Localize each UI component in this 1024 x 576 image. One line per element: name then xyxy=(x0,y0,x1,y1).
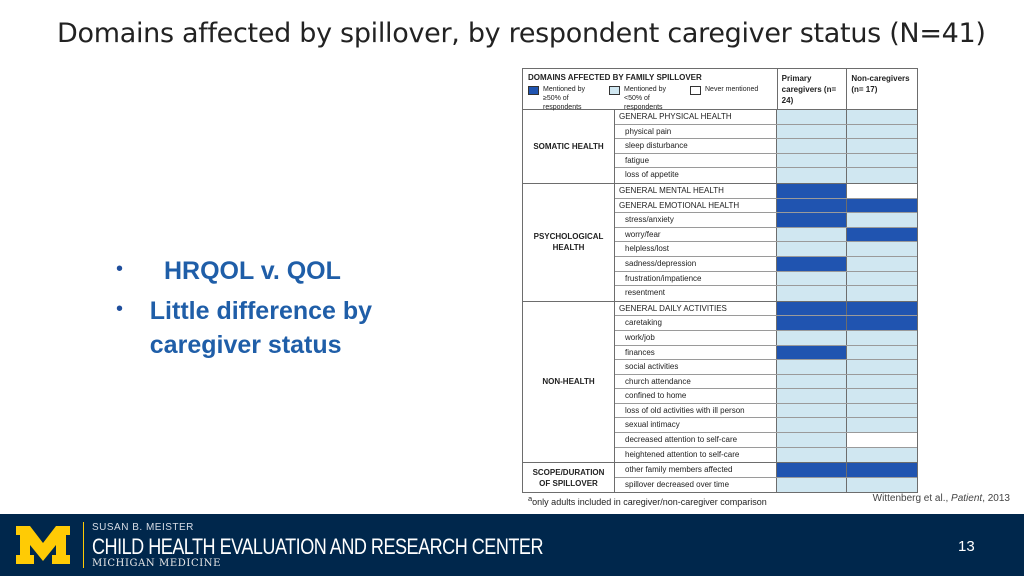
cell-primary-low xyxy=(777,168,847,183)
column-header-non-caregivers: Non-caregivers (n= 17) xyxy=(851,74,910,94)
org-name-parent: MICHIGAN MEDICINE xyxy=(92,558,222,569)
cell-primary-low xyxy=(777,404,847,418)
table-footnote xyxy=(528,494,767,507)
cell-primary-low xyxy=(777,228,847,242)
cell-non-low xyxy=(847,242,917,256)
table-group xyxy=(523,110,917,184)
table-row xyxy=(615,360,917,375)
row-label: frustration/impatience xyxy=(615,272,777,286)
page-number: 13 xyxy=(958,538,975,555)
table-row xyxy=(615,404,917,419)
cell-primary-high xyxy=(777,463,847,477)
table-header-title: DOMAINS AFFECTED BY FAMILY SPILLOVER xyxy=(528,73,702,82)
row-label: social activities xyxy=(615,360,777,374)
cell-non-low xyxy=(847,360,917,374)
cell-non-low xyxy=(847,375,917,389)
row-label: confined to home xyxy=(615,389,777,403)
legend-swatch-never xyxy=(690,86,701,95)
cell-non-high xyxy=(847,316,917,330)
table-group xyxy=(523,184,917,302)
cell-non-low xyxy=(847,110,917,124)
table-row xyxy=(615,199,917,214)
cell-primary-low xyxy=(777,286,847,301)
cell-non-low xyxy=(847,418,917,432)
michigan-block-m-logo-icon xyxy=(14,526,72,564)
slide-title: Domains affected by spillover, by respondent caregiver status (N=41) xyxy=(57,18,986,49)
table-row xyxy=(615,184,917,199)
footnote-marker: a xyxy=(528,494,533,503)
row-label: GENERAL MENTAL HEALTH xyxy=(615,184,777,198)
row-label: church attendance xyxy=(615,375,777,389)
table-row xyxy=(615,154,917,169)
cell-primary-high xyxy=(777,184,847,198)
cell-primary-low xyxy=(777,448,847,463)
cell-primary-high xyxy=(777,316,847,330)
row-label: spillover decreased over time xyxy=(615,478,777,493)
table-row xyxy=(615,272,917,287)
cell-non-low xyxy=(847,125,917,139)
cell-non-high xyxy=(847,463,917,477)
table-row xyxy=(615,418,917,433)
cell-non-high xyxy=(847,199,917,213)
cell-primary-low xyxy=(777,154,847,168)
legend xyxy=(528,85,773,112)
legend-label: Mentioned by ≥50% of respondents xyxy=(543,86,586,111)
row-label: loss of old activities with ill person xyxy=(615,404,777,418)
row-label: physical pain xyxy=(615,125,777,139)
cell-non-high xyxy=(847,228,917,242)
citation-authors: Wittenberg et al., xyxy=(872,493,952,504)
legend-swatch-high xyxy=(528,86,539,95)
column-header-primary: Primary caregivers (n= 24) xyxy=(778,69,848,109)
row-label: sadness/depression xyxy=(615,257,777,271)
table-body xyxy=(523,110,917,492)
row-label: finances xyxy=(615,346,777,360)
table-row xyxy=(615,389,917,404)
cell-non-low xyxy=(847,346,917,360)
cell-primary-low xyxy=(777,242,847,256)
cell-primary-low xyxy=(777,389,847,403)
group-label: SOMATIC HEALTH xyxy=(523,110,615,183)
cell-non-low xyxy=(847,154,917,168)
cell-primary-low xyxy=(777,360,847,374)
cell-primary-low xyxy=(777,418,847,432)
cell-non-low xyxy=(847,257,917,271)
cell-primary-low xyxy=(777,478,847,493)
table-row xyxy=(615,433,917,448)
table-row xyxy=(615,331,917,346)
table-row xyxy=(615,213,917,228)
bullet-dot-icon: • xyxy=(116,258,124,280)
row-label: work/job xyxy=(615,331,777,345)
row-label: loss of appetite xyxy=(615,168,777,183)
table-row xyxy=(615,228,917,243)
cell-primary-high xyxy=(777,346,847,360)
bullet-dot-icon: • xyxy=(116,298,124,320)
legend-item xyxy=(609,85,684,112)
row-label: resentment xyxy=(615,286,777,301)
cell-non-low xyxy=(847,448,917,463)
table-header-main xyxy=(523,69,778,109)
citation xyxy=(873,493,1010,504)
cell-primary-low xyxy=(777,331,847,345)
row-label: sexual intimacy xyxy=(615,418,777,432)
table-row xyxy=(615,463,917,478)
cell-non-low xyxy=(847,286,917,301)
table-row xyxy=(615,139,917,154)
cell-non-high xyxy=(847,302,917,316)
bullet-item xyxy=(116,294,446,362)
row-label: helpless/lost xyxy=(615,242,777,256)
spillover-table-figure xyxy=(522,68,918,493)
cell-primary-low xyxy=(777,139,847,153)
cell-primary-low xyxy=(777,272,847,286)
legend-item xyxy=(690,85,765,112)
bullet-item xyxy=(116,254,446,288)
legend-swatch-low xyxy=(609,86,620,95)
cell-non-low xyxy=(847,139,917,153)
table-row xyxy=(615,257,917,272)
cell-non-never xyxy=(847,433,917,447)
row-label: other family members affected xyxy=(615,463,777,477)
table-header xyxy=(523,69,917,110)
table-group xyxy=(523,302,917,464)
row-label: decreased attention to self-care xyxy=(615,433,777,447)
cell-primary-low xyxy=(777,375,847,389)
group-rows xyxy=(615,110,917,183)
cell-primary-high xyxy=(777,213,847,227)
cell-non-low xyxy=(847,389,917,403)
bullet-text: HRQOL v. QOL xyxy=(164,257,341,285)
table-row xyxy=(615,286,917,301)
row-label: GENERAL EMOTIONAL HEALTH xyxy=(615,199,777,213)
cell-non-low xyxy=(847,213,917,227)
cell-primary-high xyxy=(777,257,847,271)
cell-non-low xyxy=(847,272,917,286)
table-row xyxy=(615,375,917,390)
cell-primary-low xyxy=(777,433,847,447)
row-label: GENERAL PHYSICAL HEALTH xyxy=(615,110,777,124)
bullet-text: Little difference by caregiver status xyxy=(149,297,373,359)
row-label: worry/fear xyxy=(615,228,777,242)
table-row xyxy=(615,168,917,183)
footnote-text: only adults included in caregiver/non-caregiver comparison xyxy=(532,497,767,507)
footer-divider xyxy=(83,522,84,568)
legend-label: Mentioned by <50% of respondents xyxy=(624,86,667,111)
table-group xyxy=(523,463,917,492)
table-row xyxy=(615,125,917,140)
cell-primary-low xyxy=(777,110,847,124)
table-row xyxy=(615,302,917,317)
table-row xyxy=(615,448,917,463)
cell-non-low xyxy=(847,168,917,183)
legend-label: Never mentioned xyxy=(705,86,759,93)
row-label: caretaking xyxy=(615,316,777,330)
org-name-main: CHILD HEALTH EVALUATION AND RESEARCH CENTER xyxy=(92,534,543,559)
citation-year: , 2013 xyxy=(982,493,1010,504)
group-rows xyxy=(615,302,917,463)
legend-item xyxy=(528,85,603,112)
group-label: SCOPE/DURATION OF SPILLOVER xyxy=(523,463,615,492)
cell-non-low xyxy=(847,478,917,493)
row-label: sleep disturbance xyxy=(615,139,777,153)
cell-primary-high xyxy=(777,302,847,316)
row-label: stress/anxiety xyxy=(615,213,777,227)
footer-bar xyxy=(0,514,1024,576)
group-rows xyxy=(615,184,917,301)
group-label: NON-HEALTH xyxy=(523,302,615,463)
cell-non-never xyxy=(847,184,917,198)
group-rows xyxy=(615,463,917,492)
bullet-list xyxy=(116,254,446,368)
group-label: PSYCHOLOGICAL HEALTH xyxy=(523,184,615,301)
cell-non-low xyxy=(847,404,917,418)
table-row xyxy=(615,242,917,257)
cell-primary-high xyxy=(777,199,847,213)
table-row xyxy=(615,478,917,493)
row-label: GENERAL DAILY ACTIVITIES xyxy=(615,302,777,316)
table-row xyxy=(615,316,917,331)
cell-non-low xyxy=(847,331,917,345)
row-label: fatigue xyxy=(615,154,777,168)
row-label: heightened attention to self-care xyxy=(615,448,777,463)
table-row xyxy=(615,346,917,361)
table-row xyxy=(615,110,917,125)
citation-journal: Patient xyxy=(951,493,983,504)
org-name-small: SUSAN B. MEISTER xyxy=(92,522,194,533)
cell-primary-low xyxy=(777,125,847,139)
